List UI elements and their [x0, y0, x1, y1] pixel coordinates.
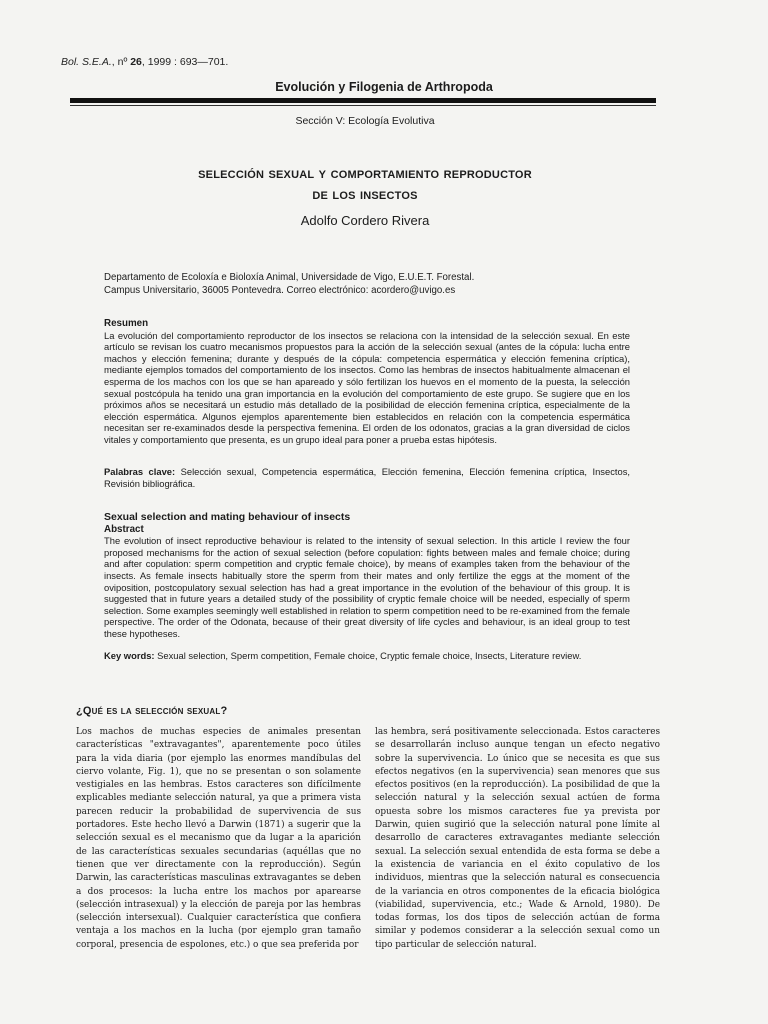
- series-title: Evolución y Filogenia de Arthropoda: [275, 80, 493, 94]
- key-words-label: Key words:: [104, 650, 155, 661]
- issue-suffix: , 1999 : 693—701.: [141, 56, 229, 68]
- palabras-clave: [104, 466, 630, 489]
- abstract-text: The evolution of insect reproductive behaviour is related to the intensity of sexual selection. In this article I review the four proposed mechanisms for the action of sexual selection (before copulation: fights between males and female choice; during and after copulation: sperm competition and cryptic female choice), by means of examples taken from the behaviour of the insects. As female insects habitually store the sperm from their mates and only fertilize the eggs at the moment of the oviposition, postcopulatory sexual selection has had a great importance in the evolution of the behaviour of this group. It is suggested that in future years a detailed study of the possibility of cryptic female choice will be needed, especially of sperm selection. Some examples seemingly well established in relation to sperm competition need to be re-examined from the female perspective. The order of the Odonata, because of their great diversity of life cycles and behaviour, is an ideal group to test these hypotheses.: [104, 535, 630, 639]
- body-column-left: [76, 726, 361, 952]
- abstract-heading: Abstract: [104, 523, 144, 535]
- article-title: [0, 163, 730, 205]
- title-line-2: de los insectos: [312, 186, 418, 203]
- palabras-clave-label: Palabras clave:: [104, 466, 176, 477]
- body-column-right: [375, 726, 660, 952]
- resumen-text: La evolución del comportamiento reproductor de los insectos se relaciona con la intensidad de la selección sexual. En este artículo se revisan los cuatro mecanismos propuestos para la acción de la selección sexual (antes de la cópula: lucha entre machos y elección femenina; durante y después de la cópula: competencia espermática y elección femenina críptica), mediante ejemplos tomados del comportamiento de los insectos. Como las hembras de insectos habitualmente almacenan el esperma de los machos con los que se han apareado y sólo fertilizan los huevos en el momento de la puesta, la selección sexual postcópula ha tenido una gran importancia en la evolución del comportamiento de este grupo. Se sugiere que en los próximos años se necesitará un estudio más detallado de la posibilidad de elección femenina críptica, especialmente de la elección espermática. Algunos ejemplos aparentemente bien establecidos en relación con la competencia espermática necesitan ser re-examinados desde la perspectiva femenina. El orden de los odonatos, gracias a la gran diversidad de ciclos vitales y comportamiento que presenta, es un grupo ideal para poner a prueba estas hipótesis.: [104, 329, 630, 445]
- section-label: Sección V: Ecología Evolutiva: [295, 115, 435, 127]
- section-heading-text: ¿Qué es la selección sexual?: [76, 705, 228, 717]
- affiliation-line-2: Campus Universitario, 36005 Pontevedra. Correo electrónico: acordero@uvigo.es: [104, 284, 456, 296]
- issue-number: 26: [130, 56, 142, 68]
- resumen-heading: Resumen: [104, 318, 149, 329]
- english-abstract: [104, 512, 630, 640]
- resumen-block: [104, 318, 630, 446]
- citation: [61, 56, 228, 68]
- body-paragraph-left: Los machos de muchas especies de animales presentan características "extravagantes", aparentemente poco útiles para la vida diaria (por ejemplo las enormes mandíbulas del ciervo volante, Fig. 1), que no se presentan o son solamente vestigiales en las hembras. Estos caracteres son difícilmente explicables mediante selección natural, ya que a primera vista parecen reducir la probabilidad de supervivencia de sus portadores. Este hecho llevó a Darwin (1871) a sugerir que la selección sexual es el mecanismo que da lugar a la aparición de las características sexuales secundarias (aquéllas que no tienen que ver directamente con la reproducción). Según Darwin, las características masculinas extravagantes se deben a dos procesos: la lucha entre los machos por aparearse (selección intrasexual) y la elección de pareja por las hembras (selección intersexual). Cualquier característica que confiera ventaja a los machos en la lucha (por ejemplo gran tamaño corporal, presencia de espolones, etc.) o que sea preferida por: [76, 727, 361, 950]
- author-name: Adolfo Cordero Rivera: [300, 213, 430, 228]
- issue-prefix: , nº: [111, 56, 131, 68]
- title-line-1: selección sexual y comportamiento reproductor: [198, 165, 532, 182]
- english-title: Sexual selection and mating behaviour of insects: [104, 511, 351, 523]
- body-paragraph-right: las hembra, será positivamente seleccionada. Estos caracteres se desarrollarán incluso aunque tengan un efecto negativo sobre la supervivencia. Lo único que se necesita es que sus efectos negativos (en la supervivencia) sean menores que sus efectos positivos (en la reproducción). La posibilidad de que la selección natural y la selección sexual actúen de forma opuesta sobre los mismos caracteres fue ya prevista por Darwin, quien sugirió que la selección natural pone límite al desarrollo de caracteres extravagantes mediante selección sexual. La selección sexual entendida de esta forma se debe a la existencia de variancia en el éxito copulativo de los individuos, mientras que la selección natural es consecuencia de la variancia en otros componentes de la eficacia biológica (viabilidad, supervivencia, etc.; Wade & Arnold, 1980). De todas formas, los dos tipos de selección actúan de forma similar y podemos considerar a la selección sexual como un tipo particular de selección natural.: [375, 727, 660, 950]
- journal-name: Bol. S.E.A.: [61, 56, 112, 68]
- key-words: [104, 650, 630, 662]
- key-words-text: Sexual selection, Sperm competition, Female choice, Cryptic female choice, Insects, Literature review.: [154, 650, 582, 661]
- affiliation-line-1: Departamento de Ecoloxía e Bioloxía Animal, Universidade de Vigo, E.U.E.T. Forestal.: [104, 272, 475, 283]
- header-rule-thin: [70, 105, 656, 106]
- palabras-clave-text: Selección sexual, Competencia espermática, Elección femenina, Elección femenina críptica, Insectos, Revisión bibliográfica.: [104, 466, 630, 489]
- affiliation: [104, 272, 474, 297]
- header-rule-thick: [70, 98, 656, 103]
- section-heading: [76, 705, 227, 717]
